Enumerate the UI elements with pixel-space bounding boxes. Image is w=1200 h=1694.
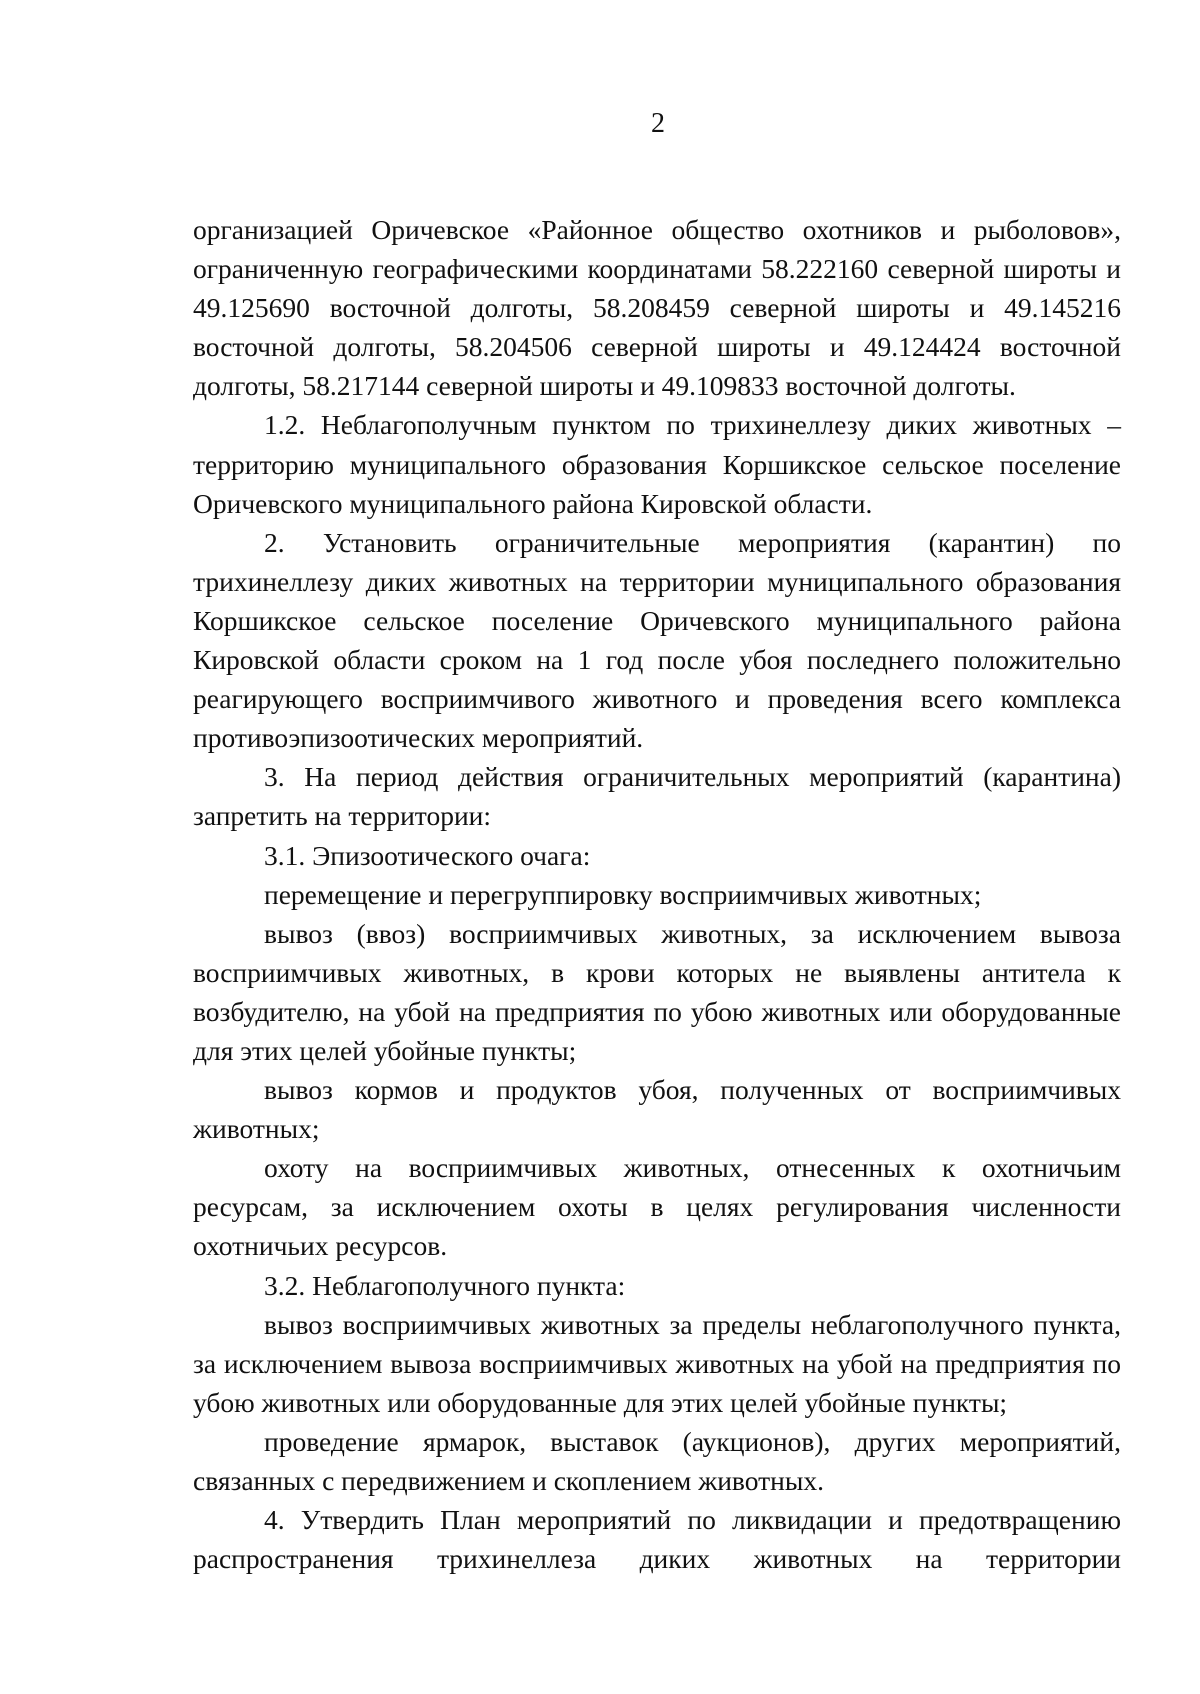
paragraph-3-1: 3.1. Эпизоотического очага: <box>264 839 591 871</box>
paragraph-3-1-item-2: вывоз (ввоз) восприимчивых животных, за исключением вывоза восприимчивых животных, в крови которых не выявлены антитела к возбудителю, на убой на предприятия по убою животных или оборудованные для этих целей убойные пункты; <box>193 917 1121 1066</box>
paragraph-1-2: 1.2. Неблагополучным пунктом по трихинеллезу диких животных – территорию муниципального образования Коршикское сельское поселение Оричевского муниципального района Кировской области. <box>193 409 1121 519</box>
page-number: 2 <box>651 108 665 139</box>
paragraph-4: 4. Утвердить План мероприятий по ликвидации и предотвращению распространения трихинеллеза диких животных на территории <box>193 1504 1121 1575</box>
paragraph-3-1-item-3: вывоз кормов и продуктов убоя, полученных от восприимчивых животных; <box>193 1074 1121 1145</box>
paragraph-3-1-item-1: перемещение и перегруппировку восприимчивых животных; <box>264 878 982 910</box>
document-body <box>193 210 1121 1578</box>
paragraph-3-2: 3.2. Неблагополучного пункта: <box>264 1269 626 1301</box>
paragraph-3-2-item-2: проведение ярмарок, выставок (аукционов), других мероприятий, связанных с передвижением и скоплением животных. <box>193 1425 1121 1496</box>
paragraph-2: 2. Установить ограничительные мероприятия (карантин) по трихинеллезу диких животных на территории муниципального образования Коршикское сельское поселение Оричевского муниципального района Кировской области сроком на 1 год после убоя последнего положительно реагирующего восприимчивого животного и проведения всего комплекса противоэпизоотических мероприятий. <box>193 526 1121 754</box>
paragraph-coordinates: организацией Оричевское «Районное общество охотников и рыболовов», ограниченную географическими координатами 58.222160 северной широты и 49.125690 восточной долготы, 58.208459 северной широты и 49.145216 восточной долготы, 58.204506 северной широты и 49.124424 восточной долготы, 58.217144 северной широты и 49.109833 восточной долготы. <box>193 214 1121 402</box>
paragraph-3-1-item-4: охоту на восприимчивых животных, отнесенных к охотничьим ресурсам, за исключением охоты в целях регулирования численности охотничьих ресурсов. <box>193 1152 1121 1262</box>
paragraph-3: 3. На период действия ограничительных мероприятий (карантина) запретить на территории: <box>193 761 1121 832</box>
paragraph-3-2-item-1: вывоз восприимчивых животных за пределы неблагополучного пункта, за исключением вывоза восприимчивых животных на убой на предприятия по убою животных или оборудованные для этих целей убойные пункты; <box>193 1308 1121 1418</box>
